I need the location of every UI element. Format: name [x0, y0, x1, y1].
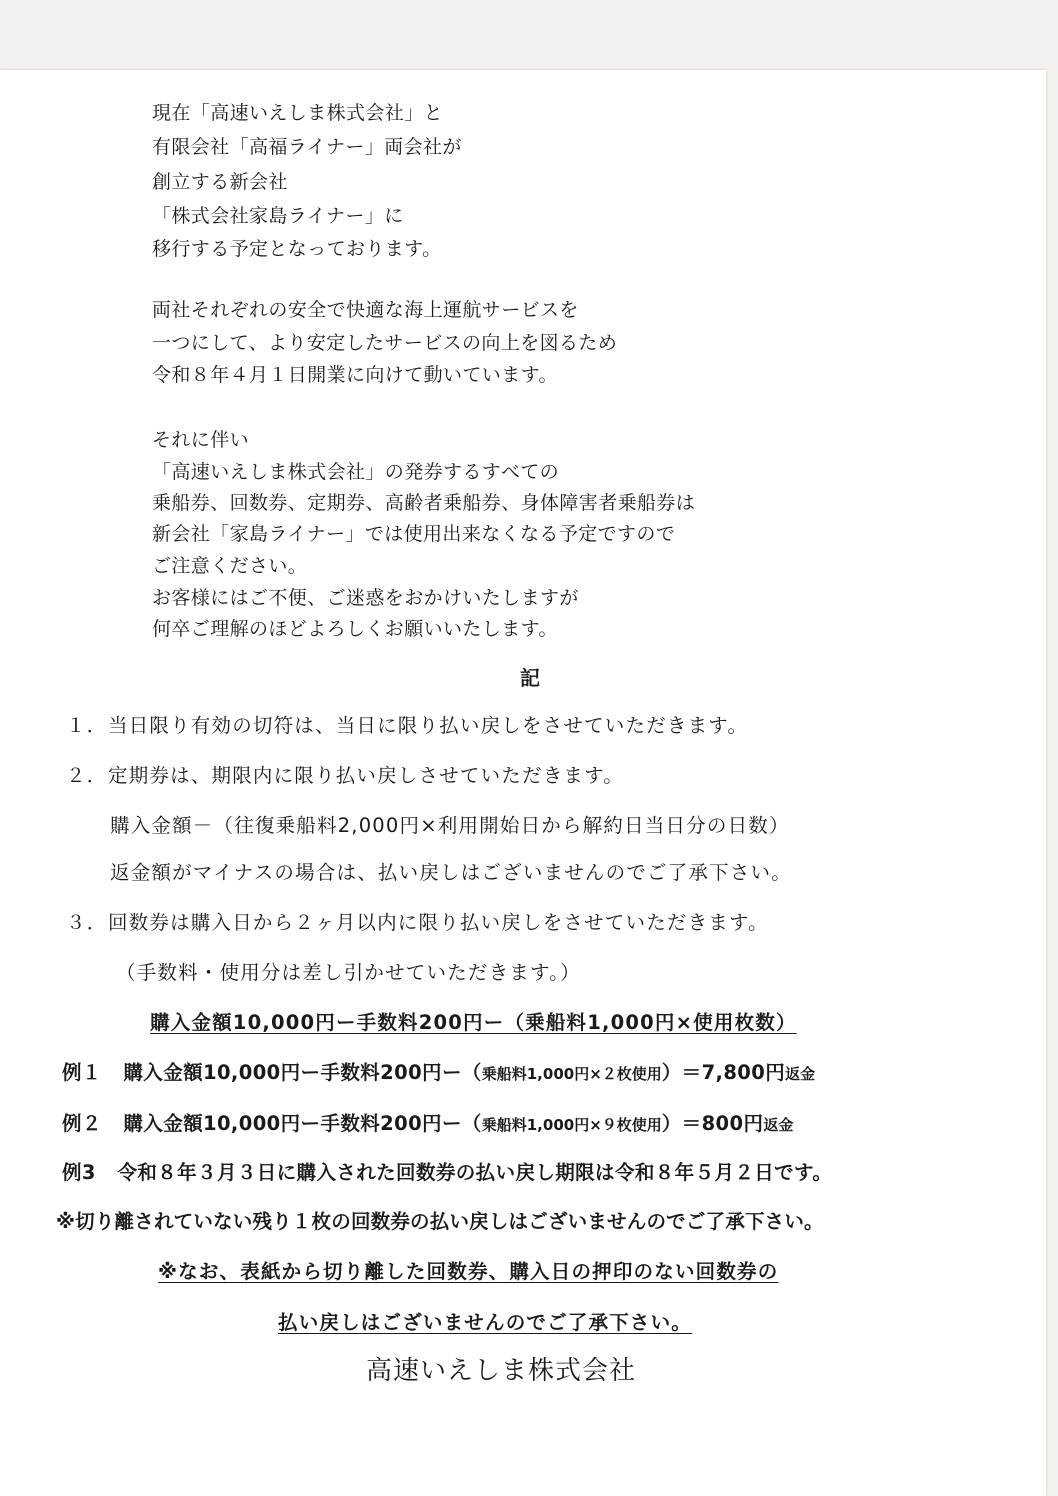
example-detail: 乗船料1,000円×９枚使用 — [481, 1116, 662, 1134]
intro-line: 「高速いえしま株式会社」の発券するすべての — [152, 461, 560, 483]
example-suffix: 返金 — [763, 1116, 794, 1134]
item-text: 当日限り有効の切符は、当日に限り払い戻しをさせていただきます。 — [108, 714, 749, 737]
intro-line: 移行する予定となっております。 — [152, 238, 442, 260]
example-text: 令和８年３月３日に購入された回数券の払い戻し期限は令和８年５月２日です。 — [117, 1161, 833, 1184]
intro-line: 乗船券、回数券、定期券、高齢者乗船券、身体障害者乗船券は — [152, 492, 696, 514]
intro-line: 有限会社「高福ライナー」両会社が — [152, 136, 462, 158]
intro-line: お客様にはご不便、ご迷惑をおかけいたしますが — [152, 587, 579, 609]
intro-line: 両社それぞれの安全で快適な海上運航サービスを — [152, 299, 579, 321]
example-2 — [62, 1108, 793, 1136]
item-3-note: （手数料・使用分は差し引かせていただきます。） — [116, 961, 581, 984]
intro-line: 何卒ご理解のほどよろしくお願いいたします。 — [152, 618, 558, 640]
intro-line: 創立する新会社 — [152, 171, 288, 193]
intro-line: 「株式会社家島ライナー」に — [152, 205, 404, 227]
example-main: 購入金額10,000円ー手数料200円ー（ — [123, 1061, 482, 1084]
example-main: 購入金額10,000円ー手数料200円ー（ — [123, 1112, 482, 1135]
example-note: ※切り離されていない残り１枚の回数券の払い戻しはございませんのでご了承下さい。 — [56, 1210, 824, 1233]
item-text: 回数券は購入日から２ヶ月以内に限り払い戻しをさせていただきます。 — [108, 911, 769, 934]
item-number: ２． — [66, 764, 108, 787]
notice-line-2: 払い戻しはございませんのでご了承下さい。 — [278, 1311, 693, 1334]
company-name: 高速いえしま株式会社 — [366, 1356, 637, 1386]
item-number: ３． — [66, 911, 108, 934]
formula-line: 購入金額10,000円ー手数料200円ー（乗船料1,000円×使用枚数） — [150, 1011, 797, 1034]
intro-line: 令和８年４月１日開業に向けて動いています。 — [152, 364, 558, 386]
intro-line: ご注意ください。 — [152, 555, 308, 577]
example-3 — [62, 1157, 832, 1185]
item-text: 定期券は、期限内に限り払い戻しさせていただきます。 — [108, 764, 624, 787]
example-label: 例１ — [62, 1061, 102, 1084]
example-1 — [62, 1057, 815, 1085]
intro-line: 新会社「家島ライナー」では使用出来なくなる予定ですので — [152, 523, 676, 545]
intro-line: 現在「高速いえしま株式会社」と — [152, 102, 444, 124]
example-result: ）＝7,800円 — [661, 1061, 786, 1084]
example-label: 例２ — [62, 1112, 102, 1135]
item-number: １． — [66, 714, 108, 737]
intro-line: それに伴い — [152, 429, 250, 451]
section-heading: 記 — [520, 666, 540, 690]
example-result: ）＝800円 — [661, 1112, 764, 1135]
intro-line: 一つにして、より安定したサービスの向上を図るため — [152, 332, 618, 354]
item-2-formula: 購入金額－（往復乗船料2,000円×利用開始日から解約日当日分の日数） — [110, 814, 790, 837]
item-2-note: 返金額がマイナスの場合は、払い戻しはございませんのでご了承下さい。 — [110, 861, 792, 884]
example-label: 例3 — [62, 1161, 96, 1184]
notice-line-1: ※なお、表紙から切り離した回数券、購入日の押印のない回数券の — [158, 1260, 779, 1283]
example-detail: 乗船料1,000円×２枚使用 — [481, 1065, 662, 1083]
example-suffix: 返金 — [785, 1065, 816, 1083]
